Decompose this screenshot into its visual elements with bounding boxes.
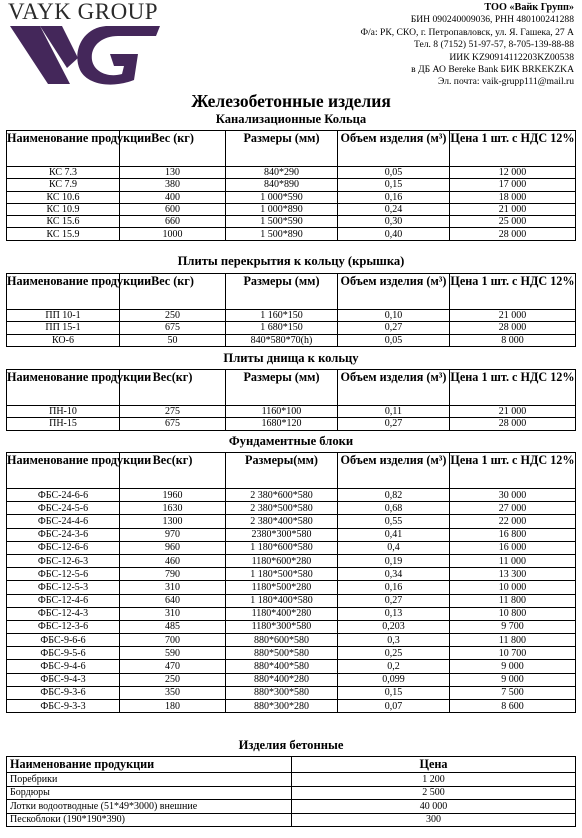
cell-size: 1 180*600*580	[226, 541, 338, 554]
column-header-volume: Объем изделия (м³)	[338, 131, 450, 167]
cell-name: ФБС-24-5-6	[7, 502, 120, 515]
column-header-size: Размеры(мм)	[226, 453, 338, 489]
cell-weight: 400	[120, 191, 226, 203]
cell-weight: 660	[120, 216, 226, 228]
cell-volume: 0,25	[338, 647, 450, 660]
column-header-weight: Вес (кг)	[120, 131, 226, 167]
table-row	[7, 228, 576, 240]
cell-weight: 1300	[120, 515, 226, 528]
section-title-blocks: Фундаментные блоки	[228, 434, 354, 448]
cell-name: КС 10.9	[7, 203, 120, 215]
company-iik: ИИК KZ90914112203KZ00538	[449, 51, 574, 63]
cell-volume: 0,27	[338, 322, 450, 334]
cell-price: 16 800	[450, 528, 576, 541]
cell-price: 18 000	[450, 191, 576, 203]
cell-name: КС 7.9	[7, 179, 120, 191]
cell-volume: 0,55	[338, 515, 450, 528]
cell-size: 880*300*280	[226, 700, 338, 713]
table-row	[7, 216, 576, 228]
table-row	[7, 167, 576, 179]
cell-size: 2 380*500*580	[226, 502, 338, 515]
cell-volume: 0,2	[338, 660, 450, 673]
table-row	[7, 594, 576, 607]
cell-size: 840*290	[226, 167, 338, 179]
cell-weight: 1630	[120, 502, 226, 515]
cell-price: 8 600	[450, 700, 576, 713]
company-bank: в ДБ АО Bereke Bank БИК BRKEKZKA	[411, 64, 574, 76]
cell-size: 880*400*580	[226, 660, 338, 673]
table-row	[7, 406, 576, 418]
table-row	[7, 634, 576, 647]
cell-volume: 0,3	[338, 634, 450, 647]
cell-volume: 0,11	[338, 406, 450, 418]
table-row	[7, 700, 576, 713]
cell-name: ФБС-12-5-3	[7, 581, 120, 594]
cell-size: 880*300*580	[226, 686, 338, 699]
cell-name: ФБС-24-4-6	[7, 515, 120, 528]
cell-size: 1 500*590	[226, 216, 338, 228]
cell-name: ПП 10-1	[7, 310, 120, 322]
column-header-price: Цена	[292, 757, 576, 773]
cell-price: 10 000	[450, 581, 576, 594]
cell-price: 27 000	[450, 502, 576, 515]
table-row	[7, 568, 576, 581]
table-row	[7, 800, 576, 814]
cell-price: 28 000	[450, 418, 576, 430]
cell-volume: 0,10	[338, 310, 450, 322]
cell-weight: 590	[120, 647, 226, 660]
cell-weight: 470	[120, 660, 226, 673]
cell-weight: 250	[120, 310, 226, 322]
column-header-weight: Вес(кг)	[120, 453, 226, 489]
cell-volume: 0,27	[338, 594, 450, 607]
column-header-volume: Объем изделия (м³)	[338, 274, 450, 310]
section-title-concrete: Изделия бетонные	[238, 738, 344, 752]
cell-size: 1 180*500*580	[226, 568, 338, 581]
cell-volume: 0,41	[338, 528, 450, 541]
table-row	[7, 489, 576, 502]
cell-price: 21 000	[450, 406, 576, 418]
table-row	[7, 686, 576, 699]
cell-size: 1180*300*580	[226, 620, 338, 633]
cell-size: 1680*120	[226, 418, 338, 430]
cell-name: Бордюры	[7, 786, 292, 800]
cell-price: 300	[292, 813, 576, 827]
cell-name: ФБС-12-4-3	[7, 607, 120, 620]
cell-name: КС 15.6	[7, 216, 120, 228]
cell-volume: 0,4	[338, 541, 450, 554]
cell-price: 16 000	[450, 541, 576, 554]
cell-price: 10 700	[450, 647, 576, 660]
cell-size: 840*890	[226, 179, 338, 191]
column-header-weight: Вес(кг)	[120, 370, 226, 406]
company-phone: Тел. 8 (7152) 51-97-57, 8-705-139-88-88	[413, 39, 574, 51]
table-row	[7, 581, 576, 594]
cell-size: 880*400*280	[226, 673, 338, 686]
column-header-size: Размеры (мм)	[226, 131, 338, 167]
cell-name: КО-6	[7, 334, 120, 346]
cell-size: 1 000*890	[226, 203, 338, 215]
cell-price: 9 000	[450, 673, 576, 686]
column-header-weight: Вес (кг)	[120, 274, 226, 310]
cell-name: Поребрики	[7, 773, 292, 787]
cell-name: ФБС-9-3-3	[7, 700, 120, 713]
cell-weight: 50	[120, 334, 226, 346]
column-header-name: Наименование продукции	[7, 453, 120, 489]
cell-name: ФБС-12-5-6	[7, 568, 120, 581]
cell-price: 11 000	[450, 554, 576, 567]
cell-price: 28 000	[450, 228, 576, 240]
header-row	[7, 370, 576, 406]
cell-name: КС 15.9	[7, 228, 120, 240]
cell-volume: 0,05	[338, 167, 450, 179]
company-name: ТОО «Вайк Групп»	[484, 2, 574, 13]
cell-weight: 310	[120, 607, 226, 620]
table-row	[7, 773, 576, 787]
cell-price: 1 200	[292, 773, 576, 787]
cell-weight: 970	[120, 528, 226, 541]
cell-size: 1 500*890	[226, 228, 338, 240]
table-row	[7, 310, 576, 322]
cell-weight: 600	[120, 203, 226, 215]
company-logo	[4, 0, 164, 88]
company-address: Ф/а: РК, СКО, г. Петропавловск, ул. Я. Гашека, 27 А	[360, 26, 574, 38]
cell-name: ПН-15	[7, 418, 120, 430]
cell-volume: 0,30	[338, 216, 450, 228]
header-row	[7, 131, 576, 167]
header-row	[7, 274, 576, 310]
column-header-name: Наименование продукции	[7, 757, 292, 773]
cell-size: 2380*300*580	[226, 528, 338, 541]
cell-volume: 0,15	[338, 179, 450, 191]
cell-name: ФБС-9-4-6	[7, 660, 120, 673]
cell-weight: 310	[120, 581, 226, 594]
table-row	[7, 541, 576, 554]
price-table-covers	[6, 273, 576, 347]
section-title-rings: Канализационные Кольца	[215, 112, 367, 126]
section-title-bottoms: Плиты днища к кольцу	[223, 351, 359, 365]
cell-name: ФБС-12-6-3	[7, 554, 120, 567]
cell-size: 2 380*400*580	[226, 515, 338, 528]
table-row	[7, 673, 576, 686]
cell-price: 10 800	[450, 607, 576, 620]
cell-price: 8 000	[450, 334, 576, 346]
table-row	[7, 179, 576, 191]
cell-size: 1 680*150	[226, 322, 338, 334]
cell-name: ФБС-12-6-6	[7, 541, 120, 554]
cell-size: 840*580*70(h)	[226, 334, 338, 346]
cell-name: ФБС-24-6-6	[7, 489, 120, 502]
cell-name: ФБС-9-3-6	[7, 686, 120, 699]
cell-name: Лотки водоотводные (51*49*3000) внешние	[7, 800, 292, 814]
cell-name: ФБС-12-3-6	[7, 620, 120, 633]
price-table-concrete	[6, 756, 576, 827]
cell-price: 11 800	[450, 634, 576, 647]
cell-name: ФБС-12-4-6	[7, 594, 120, 607]
cell-volume: 0,099	[338, 673, 450, 686]
cell-name: ПП 15-1	[7, 322, 120, 334]
table-row	[7, 334, 576, 346]
cell-weight: 485	[120, 620, 226, 633]
cell-size: 1180*400*280	[226, 607, 338, 620]
cell-weight: 130	[120, 167, 226, 179]
cell-price: 25 000	[450, 216, 576, 228]
section-title-covers: Плиты перекрытия к кольцу (крышка)	[177, 254, 405, 268]
cell-name: ФБС-9-5-6	[7, 647, 120, 660]
column-header-name: Наименование продукции	[7, 131, 120, 167]
cell-volume: 0,13	[338, 607, 450, 620]
table-row	[7, 418, 576, 430]
cell-volume: 0,07	[338, 700, 450, 713]
table-row	[7, 322, 576, 334]
cell-price: 21 000	[450, 310, 576, 322]
logo-mark-icon	[10, 24, 160, 88]
column-header-price: Цена 1 шт. с НДС 12%	[450, 453, 576, 489]
cell-weight: 1000	[120, 228, 226, 240]
header-row	[7, 757, 576, 773]
cell-weight: 675	[120, 322, 226, 334]
column-header-volume: Объем изделия (м³)	[338, 370, 450, 406]
cell-price: 21 000	[450, 203, 576, 215]
column-header-volume: Объем изделия (м³)	[338, 453, 450, 489]
cell-weight: 1960	[120, 489, 226, 502]
cell-weight: 250	[120, 673, 226, 686]
table-row	[7, 515, 576, 528]
column-header-price: Цена 1 шт. с НДС 12%	[450, 131, 576, 167]
cell-size: 1180*600*280	[226, 554, 338, 567]
cell-size: 880*600*580	[226, 634, 338, 647]
cell-name: ПН-10	[7, 406, 120, 418]
cell-weight: 180	[120, 700, 226, 713]
column-header-name: Наименование продукции	[7, 274, 120, 310]
cell-volume: 0,34	[338, 568, 450, 581]
table-row	[7, 203, 576, 215]
cell-volume: 0,15	[338, 686, 450, 699]
cell-weight: 350	[120, 686, 226, 699]
cell-weight: 275	[120, 406, 226, 418]
column-header-price: Цена 1 шт. с НДС 12%	[450, 274, 576, 310]
cell-size: 1 180*400*580	[226, 594, 338, 607]
cell-price: 28 000	[450, 322, 576, 334]
cell-weight: 460	[120, 554, 226, 567]
cell-name: ФБС-24-3-6	[7, 528, 120, 541]
price-table-bottoms	[6, 369, 576, 431]
table-row	[7, 502, 576, 515]
table-row	[7, 620, 576, 633]
table-row	[7, 813, 576, 827]
page-title: Железобетонные изделия	[191, 91, 391, 111]
price-table-blocks	[6, 452, 576, 713]
cell-size: 1 160*150	[226, 310, 338, 322]
cell-name: Пескоблоки (190*190*390)	[7, 813, 292, 827]
cell-price: 11 800	[450, 594, 576, 607]
cell-name: ФБС-9-4-3	[7, 673, 120, 686]
price-table-rings	[6, 130, 576, 241]
table-row	[7, 191, 576, 203]
cell-price: 7 500	[450, 686, 576, 699]
cell-price: 9 000	[450, 660, 576, 673]
table-row	[7, 647, 576, 660]
cell-weight: 380	[120, 179, 226, 191]
cell-size: 2 380*600*580	[226, 489, 338, 502]
company-bin: БИН 090240009036, РНН 480100241288	[410, 14, 574, 26]
cell-price: 12 000	[450, 167, 576, 179]
cell-volume: 0,19	[338, 554, 450, 567]
header-row	[7, 453, 576, 489]
cell-price: 9 700	[450, 620, 576, 633]
cell-weight: 675	[120, 418, 226, 430]
cell-price: 22 000	[450, 515, 576, 528]
cell-volume: 0,27	[338, 418, 450, 430]
column-header-size: Размеры (мм)	[226, 274, 338, 310]
cell-weight: 960	[120, 541, 226, 554]
cell-volume: 0,40	[338, 228, 450, 240]
column-header-size: Размеры (мм)	[226, 370, 338, 406]
cell-size: 1180*500*280	[226, 581, 338, 594]
cell-volume: 0,05	[338, 334, 450, 346]
company-details	[234, 2, 574, 89]
cell-size: 880*500*580	[226, 647, 338, 660]
table-row	[7, 554, 576, 567]
cell-volume: 0,16	[338, 191, 450, 203]
cell-volume: 0,16	[338, 581, 450, 594]
cell-price: 17 000	[450, 179, 576, 191]
logo-text: VAYK GROUP	[8, 0, 159, 24]
company-email: Эл. почта: vaik-grupp111@mail.ru	[438, 76, 574, 88]
cell-price: 30 000	[450, 489, 576, 502]
cell-size: 1160*100	[226, 406, 338, 418]
cell-name: КС 7.3	[7, 167, 120, 179]
cell-price: 2 500	[292, 786, 576, 800]
cell-weight: 700	[120, 634, 226, 647]
column-header-name: Наименование продукции	[7, 370, 120, 406]
cell-weight: 640	[120, 594, 226, 607]
cell-volume: 0,24	[338, 203, 450, 215]
table-row	[7, 660, 576, 673]
cell-volume: 0,203	[338, 620, 450, 633]
cell-weight: 790	[120, 568, 226, 581]
cell-price: 40 000	[292, 800, 576, 814]
cell-volume: 0,68	[338, 502, 450, 515]
cell-price: 13 300	[450, 568, 576, 581]
table-row	[7, 607, 576, 620]
cell-volume: 0,82	[338, 489, 450, 502]
column-header-price: Цена 1 шт. с НДС 12%	[450, 370, 576, 406]
cell-size: 1 000*590	[226, 191, 338, 203]
cell-name: ФБС-9-6-6	[7, 634, 120, 647]
table-row	[7, 786, 576, 800]
table-row	[7, 528, 576, 541]
cell-name: КС 10.6	[7, 191, 120, 203]
